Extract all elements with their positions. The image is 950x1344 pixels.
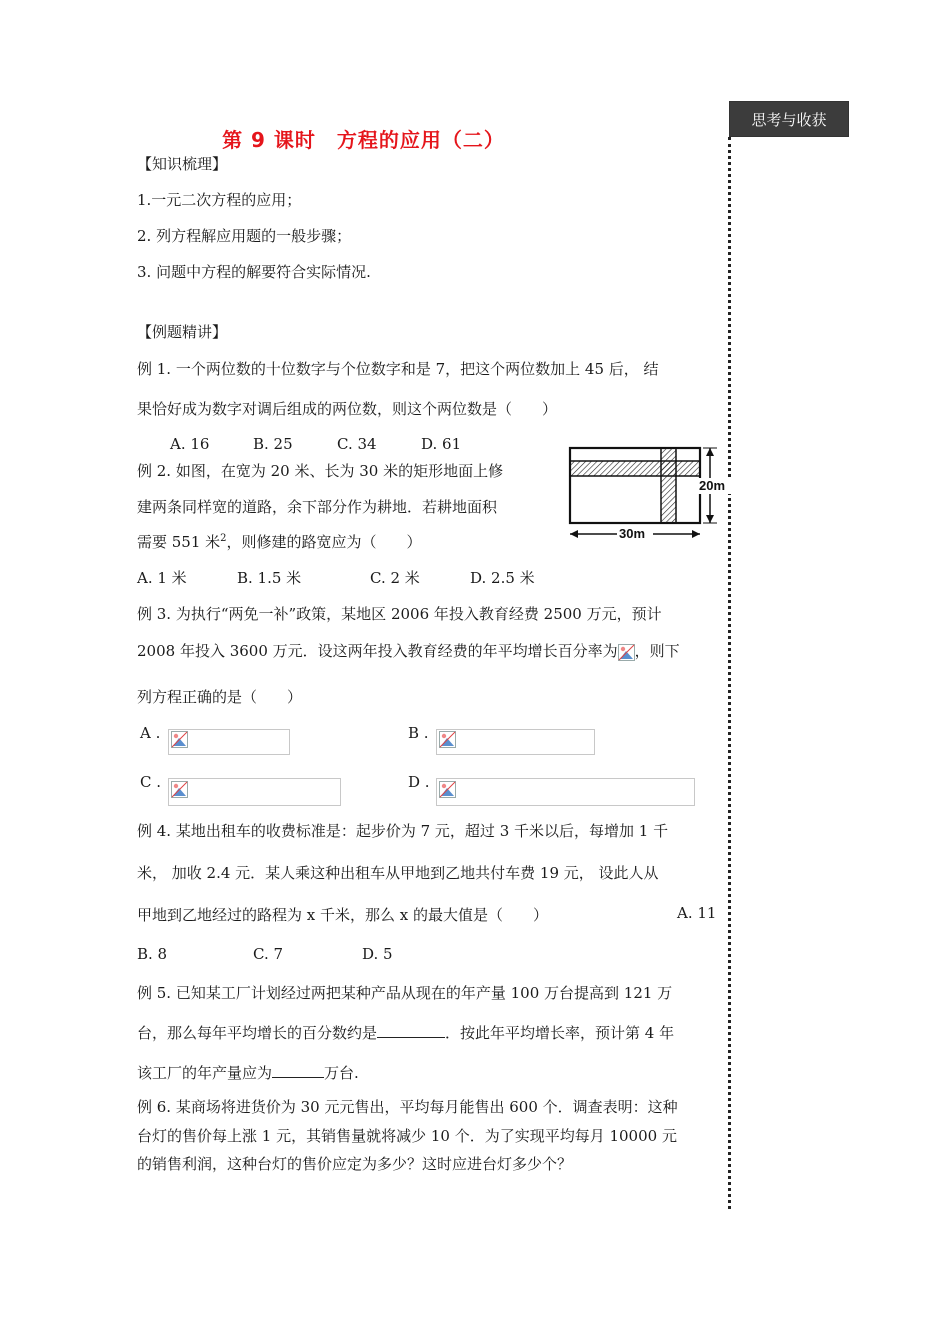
ex3-option-a-label: A . — [140, 724, 161, 742]
ex3-option-d-image — [436, 778, 695, 806]
sidebar-label-box — [729, 101, 849, 137]
vertical-road — [661, 448, 676, 523]
ex2-line-3-b: ，则修建的路宽应为（ ） — [226, 533, 422, 551]
ex4-option-b: B. 8 — [137, 945, 168, 963]
ex3-option-b-image — [436, 729, 595, 755]
ex1-option-d: D. 61 — [421, 435, 462, 453]
ex3-option-c-image — [168, 778, 341, 806]
ex3-line-2-b: ，则下 — [634, 642, 680, 660]
ex3-option-b-label: B . — [408, 724, 429, 742]
broken-image-icon — [171, 731, 188, 748]
horizontal-road — [570, 461, 700, 476]
examples-heading: 【例题精讲】 — [137, 323, 228, 341]
broken-image-icon — [171, 781, 188, 798]
ex2-line-3 — [137, 531, 422, 552]
ex2-option-b: B. 1.5 米 — [237, 569, 302, 587]
ex2-line-3-a: 需要 551 米 — [137, 533, 221, 551]
ex5-line-3-a: 该工厂的年产量应为 — [137, 1064, 273, 1082]
ex2-road-figure — [565, 442, 735, 542]
ex4-line-3: 甲地到乙地经过的路程为 x 千米，那么 x 的最大值是（ ） — [137, 906, 548, 924]
broken-image-icon — [439, 731, 456, 748]
sidebar-label: 思考与收获 — [751, 110, 827, 129]
broken-image-icon — [439, 781, 456, 798]
knowledge-item-3: 3. 问题中方程的解要符合实际情况. — [137, 263, 371, 281]
ex1-option-a: A. 16 — [170, 435, 210, 453]
ex3-line-1: 例 3. 为执行“两免一补”政策，某地区 2006 年投入教育经费 2500 万元，预计 — [137, 605, 662, 623]
ex2-option-d: D. 2.5 米 — [470, 569, 535, 587]
ex6-line-2: 台灯的售价每上涨 1 元，其销售量就将减少 10 个．为了实现平均每月 10000 元 — [137, 1127, 677, 1145]
page-title: 第 9 课时 方程的应用（二） — [222, 128, 505, 152]
ex6-line-1: 例 6. 某商场将进货价为 30 元元售出，平均每月能售出 600 个．调查表明：这种 — [137, 1098, 678, 1116]
ex3-line-3: 列方程正确的是（ ） — [137, 688, 303, 706]
ex5-line-2 — [137, 1022, 674, 1043]
broken-image-icon — [618, 644, 635, 661]
road-crossing — [662, 462, 675, 475]
ex1-line-2: 果恰好成为数字对调后组成的两位数，则这个两位数是（ ） — [137, 400, 558, 418]
ex2-superscript: 2 — [220, 533, 227, 544]
ex1-option-c: C. 34 — [337, 435, 377, 453]
ex4-option-d: D. 5 — [362, 945, 393, 963]
ex3-option-c-label: C . — [140, 773, 162, 791]
ex6-line-3: 的销售利润，这种台灯的售价应定为多少？这时应进台灯多少个？ — [137, 1155, 573, 1173]
ex2-line-2: 建两条同样宽的道路，余下部分作为耕地．若耕地面积 — [137, 498, 498, 516]
knowledge-item-1: 1.一元二次方程的应用； — [137, 191, 302, 209]
ex5-answer-blank-2[interactable] — [272, 1077, 324, 1078]
ex4-option-a: A. 11 — [677, 904, 717, 922]
ex4-line-1: 例 4. 某地出租车的收费标准是：起步价为 7 元，超过 3 千米以后，每增加 1 千 — [137, 822, 669, 840]
ex3-line-2-a: 2008 年投入 3600 万元．设这两年投入教育经费的年平均增长百分率为 — [137, 642, 618, 660]
ex5-answer-blank-1[interactable] — [377, 1037, 445, 1038]
ex1-option-b: B. 25 — [253, 435, 293, 453]
ex2-option-a: A. 1 米 — [137, 569, 187, 587]
ex2-option-c: C. 2 米 — [370, 569, 420, 587]
ex3-line-2 — [137, 640, 680, 661]
ex1-line-1: 例 1. 一个两位数的十位数字与个位数字和是 7，把这个两位数加上 45 后， 结 — [137, 360, 659, 378]
field-rectangle — [570, 448, 700, 523]
ex4-line-2: 米， 加收 2.4 元．某人乘这种出租车从甲地到乙地共付车费 19 元， 设此人从 — [137, 864, 659, 882]
figure-length-label: 30m — [619, 526, 646, 541]
ex5-line-3-b: 万台. — [324, 1064, 359, 1082]
ex3-option-d-label: D . — [408, 773, 430, 791]
knowledge-item-2: 2. 列方程解应用题的一般步骤； — [137, 227, 352, 245]
sidebar-divider — [728, 137, 731, 1209]
ex5-line-2-a: 台，那么每年平均增长的百分数约是 — [137, 1024, 378, 1042]
knowledge-heading: 【知识梳理】 — [137, 155, 228, 173]
ex5-line-2-b: ．按此年平均增长率，预计第 4 年 — [445, 1024, 675, 1042]
ex4-option-c: C. 7 — [253, 945, 284, 963]
ex2-line-1: 例 2. 如图，在宽为 20 米、长为 30 米的矩形地面上修 — [137, 462, 504, 480]
figure-width-label: 20m — [699, 478, 726, 493]
ex5-line-3 — [137, 1062, 359, 1083]
ex5-line-1: 例 5. 已知某工厂计划经过两把某种产品从现在的年产量 100 万台提高到 121 万 — [137, 984, 673, 1002]
